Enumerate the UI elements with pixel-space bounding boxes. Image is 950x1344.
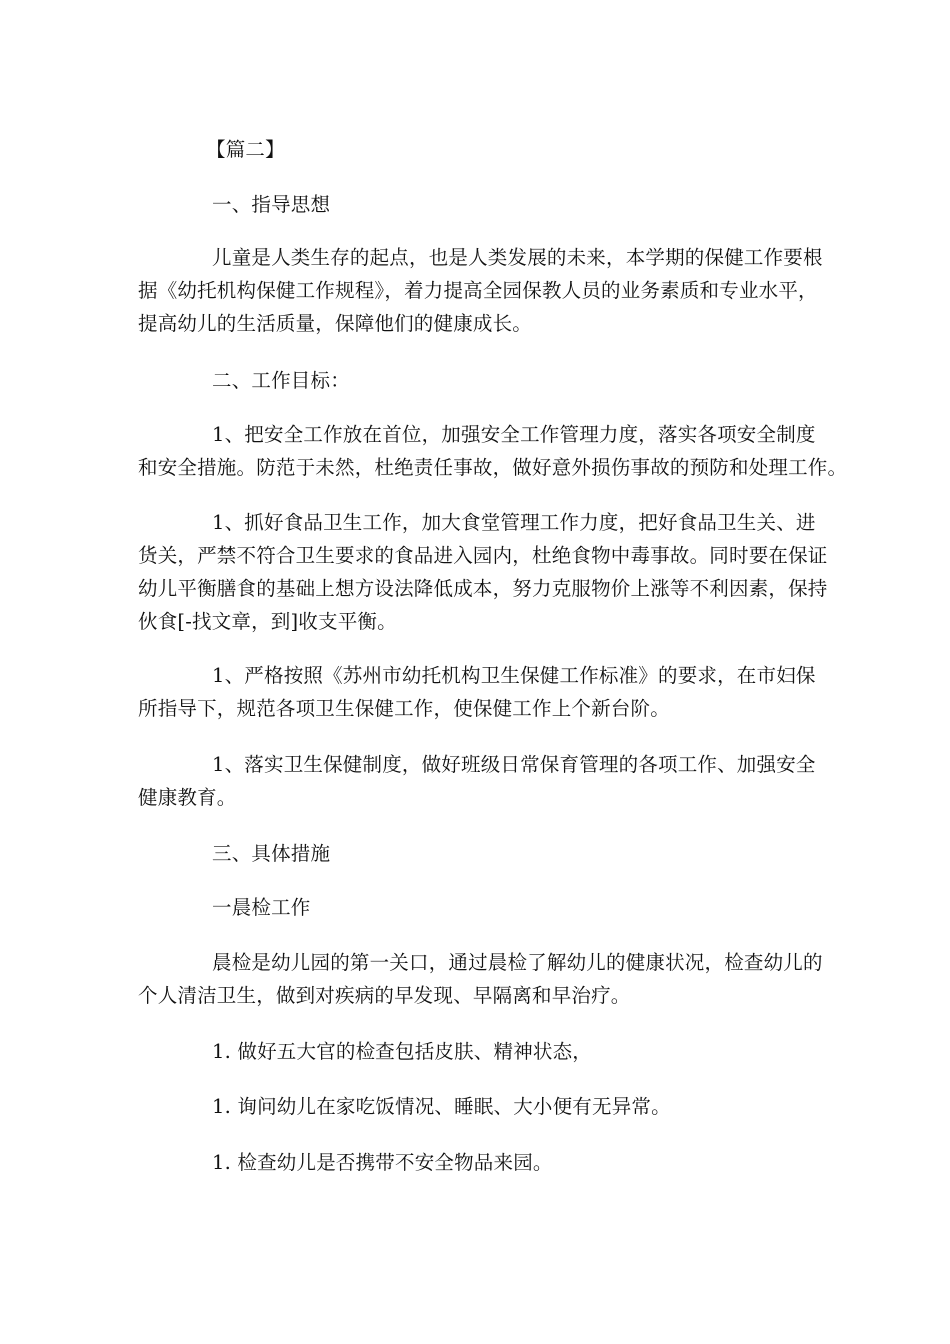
list-item: 1. 做好五大官的检查包括皮肤、精神状态， bbox=[212, 1040, 593, 1063]
section-title: 【篇二】 bbox=[206, 138, 285, 161]
paragraph-line: 据《幼托机构保健工作规程》，着力提高全园保教人员的业务素质和专业水平， bbox=[138, 279, 818, 302]
paragraph-line: 1、把安全工作放在首位，加强安全工作管理力度，落实各项安全制度 bbox=[212, 423, 816, 446]
list-item: 1. 检查幼儿是否携带不安全物品来园。 bbox=[212, 1151, 553, 1174]
heading-work-goals: 二、工作目标： bbox=[212, 369, 350, 392]
heading-guiding-thought: 一、指导思想 bbox=[212, 193, 331, 216]
paragraph-line: 健康教育。 bbox=[138, 786, 237, 809]
paragraph-line: 1、抓好食品卫生工作，加大食堂管理工作力度，把好食品卫生关、进 bbox=[212, 511, 816, 534]
paragraph-line: 幼儿平衡膳食的基础上想方设法降低成本，努力克服物价上涨等不利因素，保持 bbox=[138, 577, 828, 600]
paragraph-line: 儿童是人类生存的起点，也是人类发展的未来，本学期的保健工作要根 bbox=[212, 246, 823, 269]
heading-measures: 三、具体措施 bbox=[212, 842, 331, 865]
paragraph-line: 伙食[-找文章，到]收支平衡。 bbox=[138, 610, 397, 633]
paragraph-line: 所指导下，规范各项卫生保健工作，使保健工作上个新台阶。 bbox=[138, 697, 670, 720]
paragraph-line: 提高幼儿的生活质量，保障他们的健康成长。 bbox=[138, 312, 533, 335]
list-item: 1. 询问幼儿在家吃饭情况、睡眠、大小便有无异常。 bbox=[212, 1095, 671, 1118]
paragraph-line: 1、严格按照《苏州市幼托机构卫生保健工作标准》的要求，在市妇保 bbox=[212, 664, 816, 687]
paragraph-line: 货关，严禁不符合卫生要求的食品进入园内，杜绝食物中毒事故。同时要在保证 bbox=[138, 544, 828, 567]
subheading-morning-check: 一晨检工作 bbox=[212, 896, 311, 919]
paragraph-line: 晨检是幼儿园的第一关口，通过晨检了解幼儿的健康状况，检查幼儿的 bbox=[212, 951, 823, 974]
paragraph-line: 和安全措施。防范于未然，杜绝责任事故，做好意外损伤事故的预防和处理工作。 bbox=[138, 456, 848, 479]
paragraph-line: 个人清洁卫生，做到对疾病的早发现、早隔离和早治疗。 bbox=[138, 984, 631, 1007]
paragraph-line: 1、落实卫生保健制度，做好班级日常保育管理的各项工作、加强安全 bbox=[212, 753, 816, 776]
